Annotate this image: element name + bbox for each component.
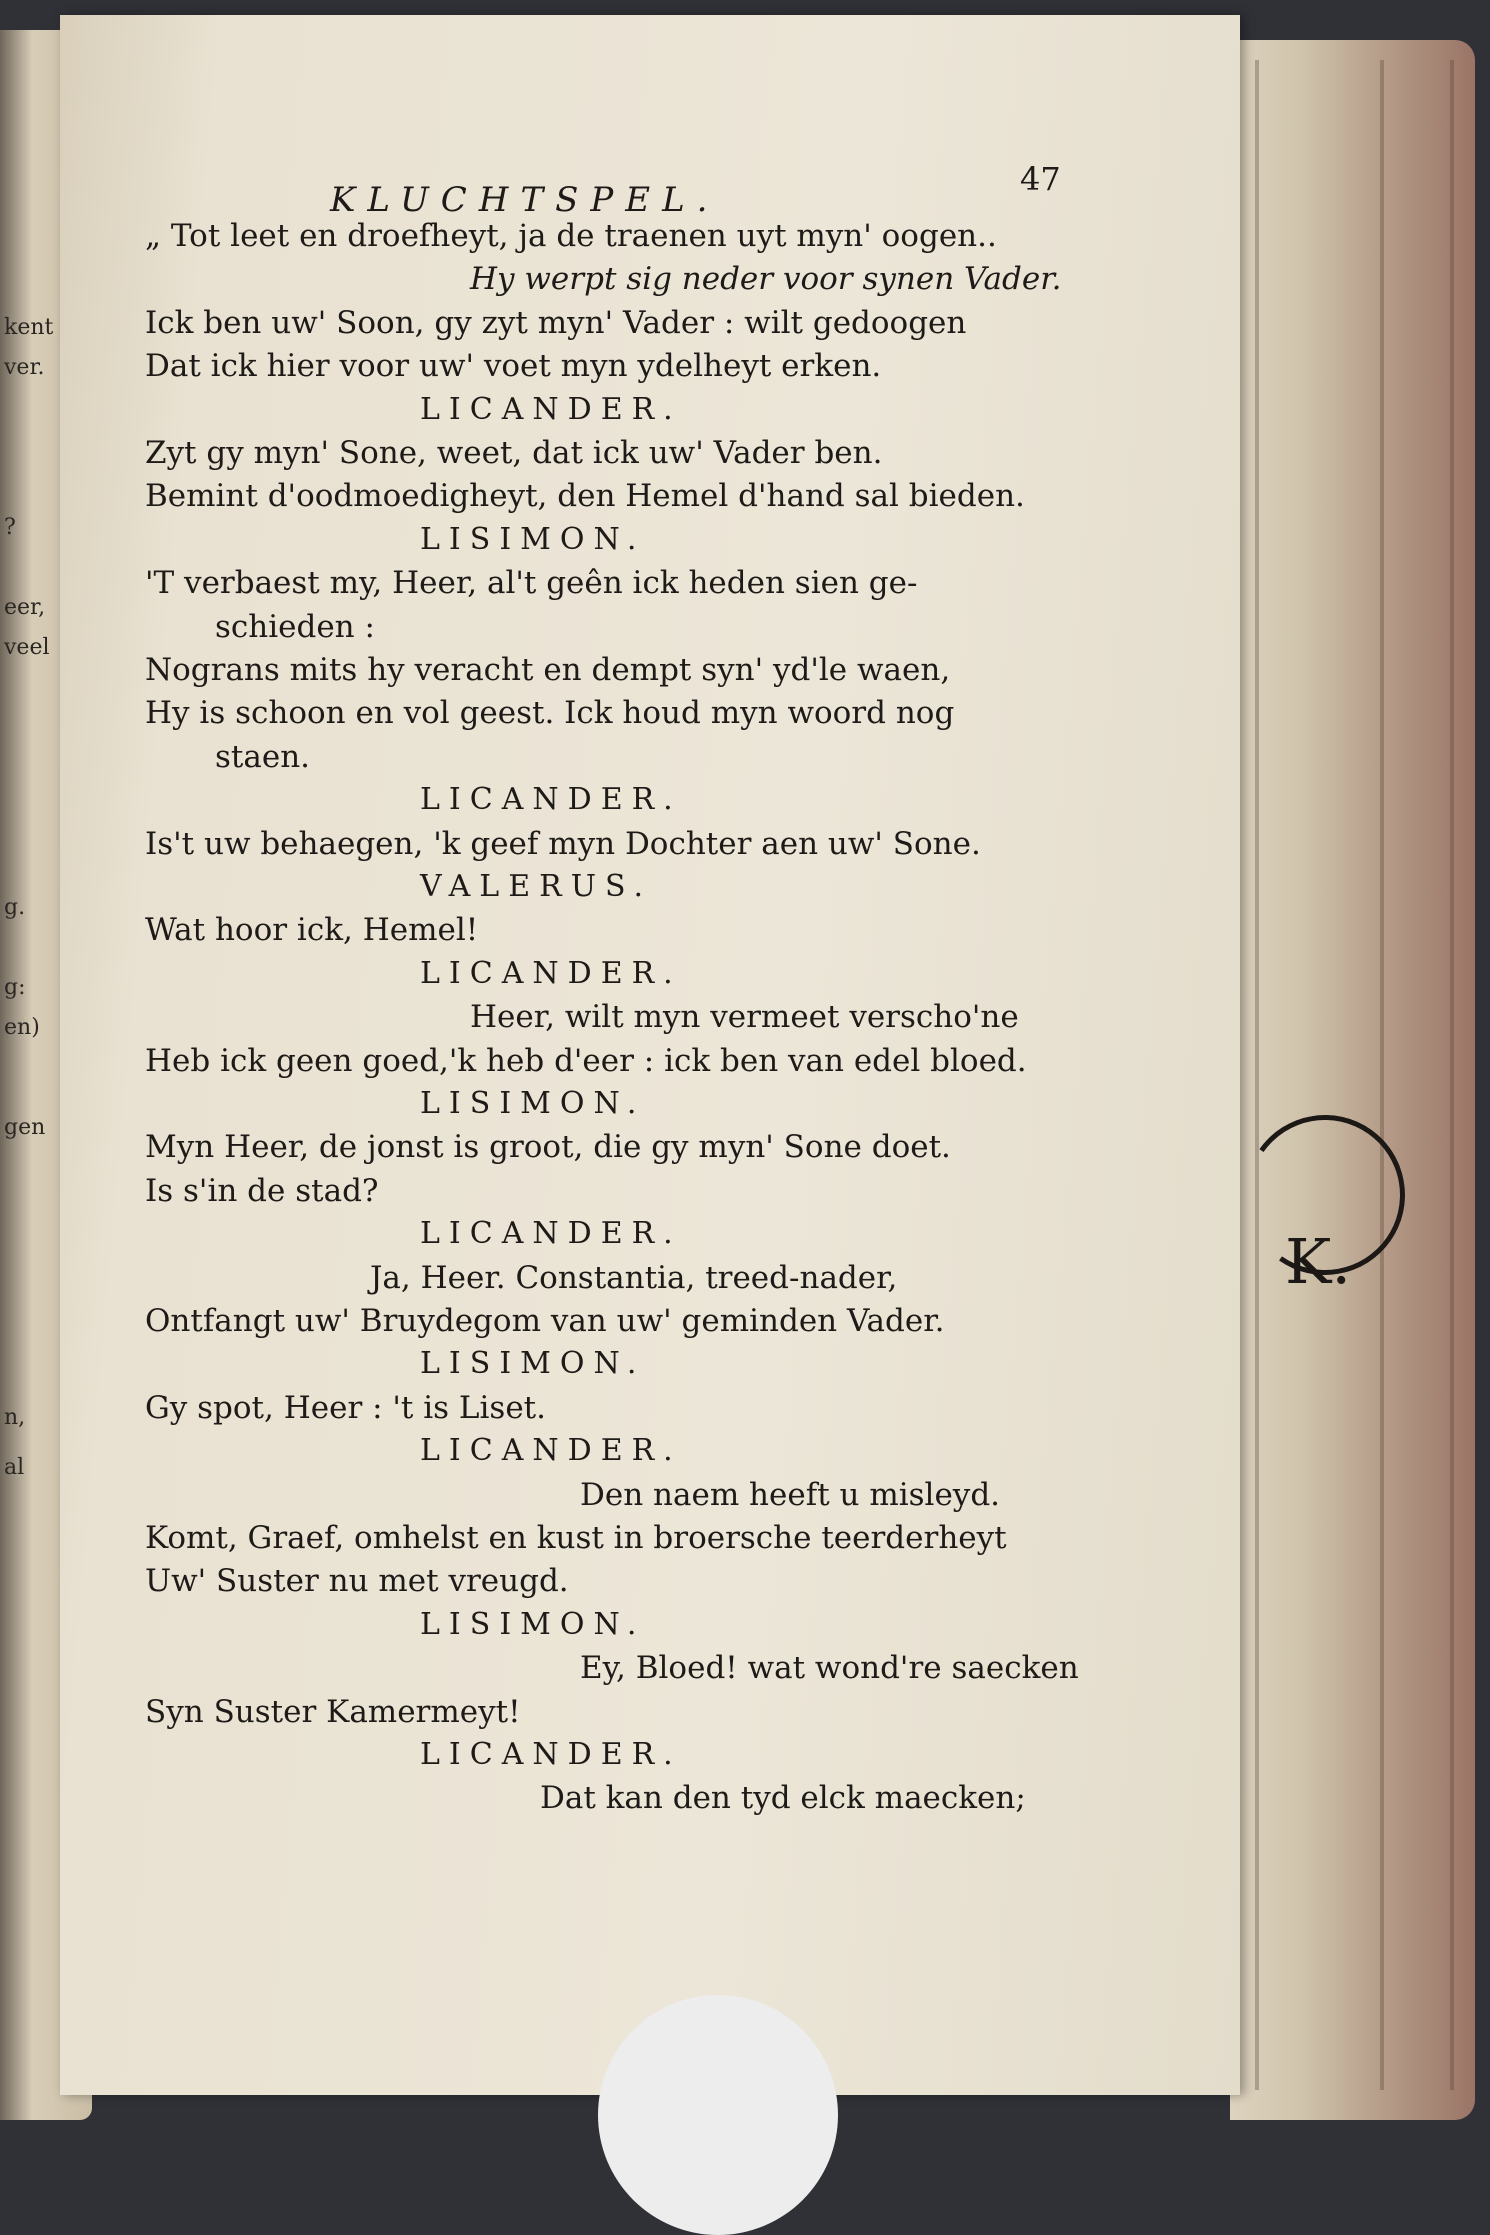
verse-line: Is't uw behaegen, 'k geef myn Dochter aen uw' Sone. [145,825,981,862]
speaker-name: LISIMON. [420,1346,646,1382]
speaker-name: LICANDER. [420,782,682,818]
speaker-name: LICANDER. [420,1216,682,1252]
verse-line: Bemint d'oodmoedigheyt, den Hemel d'hand sal bieden. [145,478,1025,515]
verse-line: Ick ben uw' Soon, gy zyt myn' Vader : wilt gedoogen [145,304,967,341]
page-cutout [598,1995,838,2235]
page-edge-line [1450,60,1454,2090]
speaker-name: LICANDER. [420,1433,682,1469]
verse-line: Dat ick hier voor uw' voet myn ydelheyt erken. [145,348,882,385]
verse-line: Hy is schoon en vol geest. Ick houd myn woord nog [145,695,955,732]
verse-line: Den naem heeft u misleyd. [580,1476,1001,1513]
facing-page-fragment: kent [4,315,54,340]
verse-line: Ontfangt uw' Bruydegom van uw' geminden Vader. [145,1303,945,1339]
verse-line: Nograns mits hy veracht en dempt syn' yd'le waen, [145,652,951,688]
facing-page-fragment: g: [4,975,26,1000]
stage-direction: Hy werpt sig neder voor synen Vader. [470,261,1062,298]
facing-page-fragment: gen [4,1115,46,1140]
page-stack [1230,40,1475,2120]
verse-line: Syn Suster Kamermeyt! [145,1693,521,1730]
verse-line: Ja, Heer. Constantia, treed-nader, [370,1259,898,1296]
facing-page-fragment: ver. [4,355,45,380]
verse-line: schieden : [215,608,375,645]
verse-line: „ Tot leet en droefheyt, ja de traenen uyt myn' oogen.. [145,218,997,254]
verse-line: Heb ick geen goed,'k heb d'eer : ick ben van edel bloed. [145,1042,1027,1079]
speaker-name: LICANDER. [420,955,682,991]
facing-page-fragment: al [4,1455,25,1480]
running-head: KLUCHTSPEL. [330,180,720,220]
speaker-name: LICANDER. [420,391,682,427]
page-edge-line [1255,60,1259,2090]
verse-line: Zyt gy myn' Sone, weet, dat ick uw' Vader ben. [145,435,883,471]
verse-line: Gy spot, Heer : 't is Liset. [145,1389,546,1426]
library-stamp-letter: K. [1285,1225,1352,1298]
verse-line: staen. [215,738,311,775]
facing-page-fragment: g. [4,895,26,920]
verse-line: Heer, wilt myn vermeet verscho'ne [470,999,1019,1036]
speaker-name: LICANDER. [420,1737,682,1772]
facing-page-fragment: eer, [4,595,46,620]
facing-page-fragment: n, [4,1405,26,1430]
speaker-name: LISIMON. [420,1086,646,1121]
verse-line: Ey, Bloed! wat wond're saecken [580,1650,1079,1687]
facing-page-fragment: ? [4,515,16,540]
verse-line: Is s'in de stad? [145,1172,379,1209]
verse-line: Myn Heer, de jonst is groot, die gy myn' Sone doet. [145,1129,951,1166]
facing-page-fragment: veel [4,635,50,660]
verse-line: 'T verbaest my, Heer, al't geên ick heden sien ge- [145,565,918,602]
verse-line: Komt, Graef, omhelst en kust in broersche teerderheyt [145,1520,1007,1556]
facing-page-fragment: en) [4,1015,40,1040]
speaker-name: LISIMON. [420,521,646,557]
page-edge-line [1380,60,1384,2090]
speaker-name: VALERUS. [420,869,653,904]
verse-line: Wat hoor ick, Hemel! [145,912,479,949]
page-number: 47 [1020,160,1061,198]
speaker-name: LISIMON. [420,1606,646,1642]
verse-line: Uw' Suster nu met vreugd. [145,1563,569,1600]
verse-line: Dat kan den tyd elck maecken; [540,1780,1026,1817]
